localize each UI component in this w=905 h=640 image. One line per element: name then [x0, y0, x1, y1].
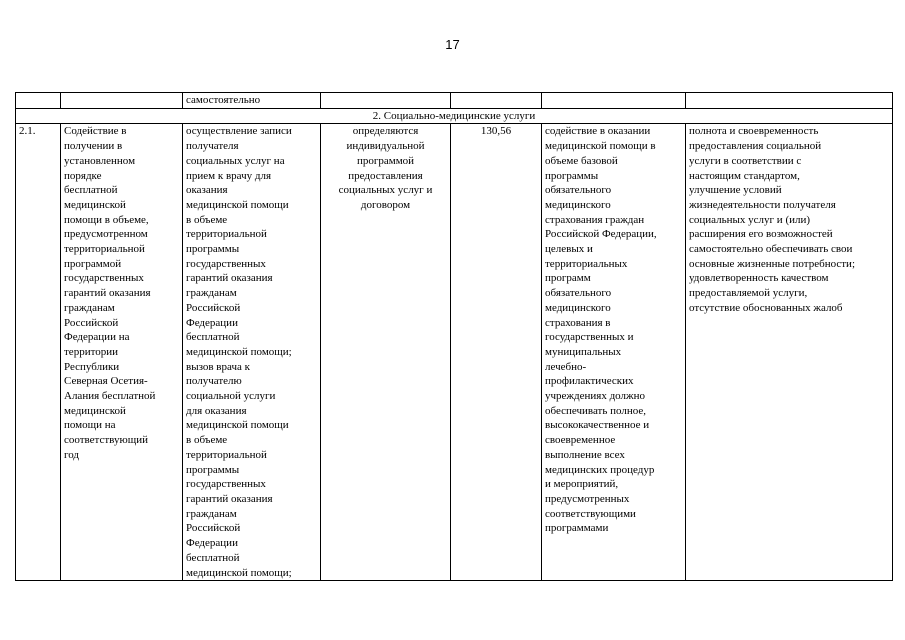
service-description: осуществление записи получателя социальных услуг на прием к врачу для оказания медицинской помощи в объеме территориальной программы государственных гарантий оказания гражданам Российской Федерации бесплатной медицинской помощи; вызов врача к получателю социальной услуги для оказания медицинской помощи в объеме территориальной программы государственных гарантий оказания гражданам Российской Федерации бесплатной медицинской помощи; — [183, 124, 321, 581]
table-cell — [321, 93, 451, 109]
page-number: 17 — [445, 37, 460, 52]
service-evaluation: полнота и своевременность предоставления социальной услуги в соответствии с настоящим стандартом, улучшение условий жизнедеятельности получателя социальных услуг и (или) расширения его возможностей самостоятельно обеспечивать свои основные жизненные потребности; удовлетворенность качеством предоставляемой услуги, отсутствие обоснованных жалоб — [686, 124, 893, 581]
service-conditions: содействие в оказании медицинской помощи в объеме базовой программы обязательного медицинского страхования граждан Российской Федерации, целевых и территориальных программ обязательного медицинского страхования в государственных и муниципальных лечебно- профилактических учреждениях должно обеспечивать полное, высококачественное и своевременное выполнение всех медицинских процедур и мероприятий, предусмотренных соответствующими программами — [542, 124, 686, 581]
table-row-continuation — [16, 93, 893, 109]
service-timing: определяются индивидуальной программой предоставления социальных услуг и договором — [321, 124, 451, 581]
service-number: 2.1. — [16, 124, 61, 581]
table-cell-description: самостоятельно — [183, 93, 321, 109]
table-row — [16, 124, 893, 581]
service-name: Содействие в получении в установленном порядке бесплатной медицинской помощи в объеме, предусмотренном территориальной программой государственных гарантий оказания гражданам Российской Федерации на территории Республики Северная Осетия- Алания бесплатной медицинской помощи на соответствующий год — [61, 124, 183, 581]
table-cell — [61, 93, 183, 109]
table-cell — [686, 93, 893, 109]
table-cell — [16, 93, 61, 109]
section-header-row — [16, 108, 893, 124]
table-cell — [542, 93, 686, 109]
section-title: 2. Социально-медицинские услуги — [16, 108, 893, 124]
services-table — [15, 92, 893, 581]
service-rate: 130,56 — [451, 124, 542, 581]
table-cell — [451, 93, 542, 109]
